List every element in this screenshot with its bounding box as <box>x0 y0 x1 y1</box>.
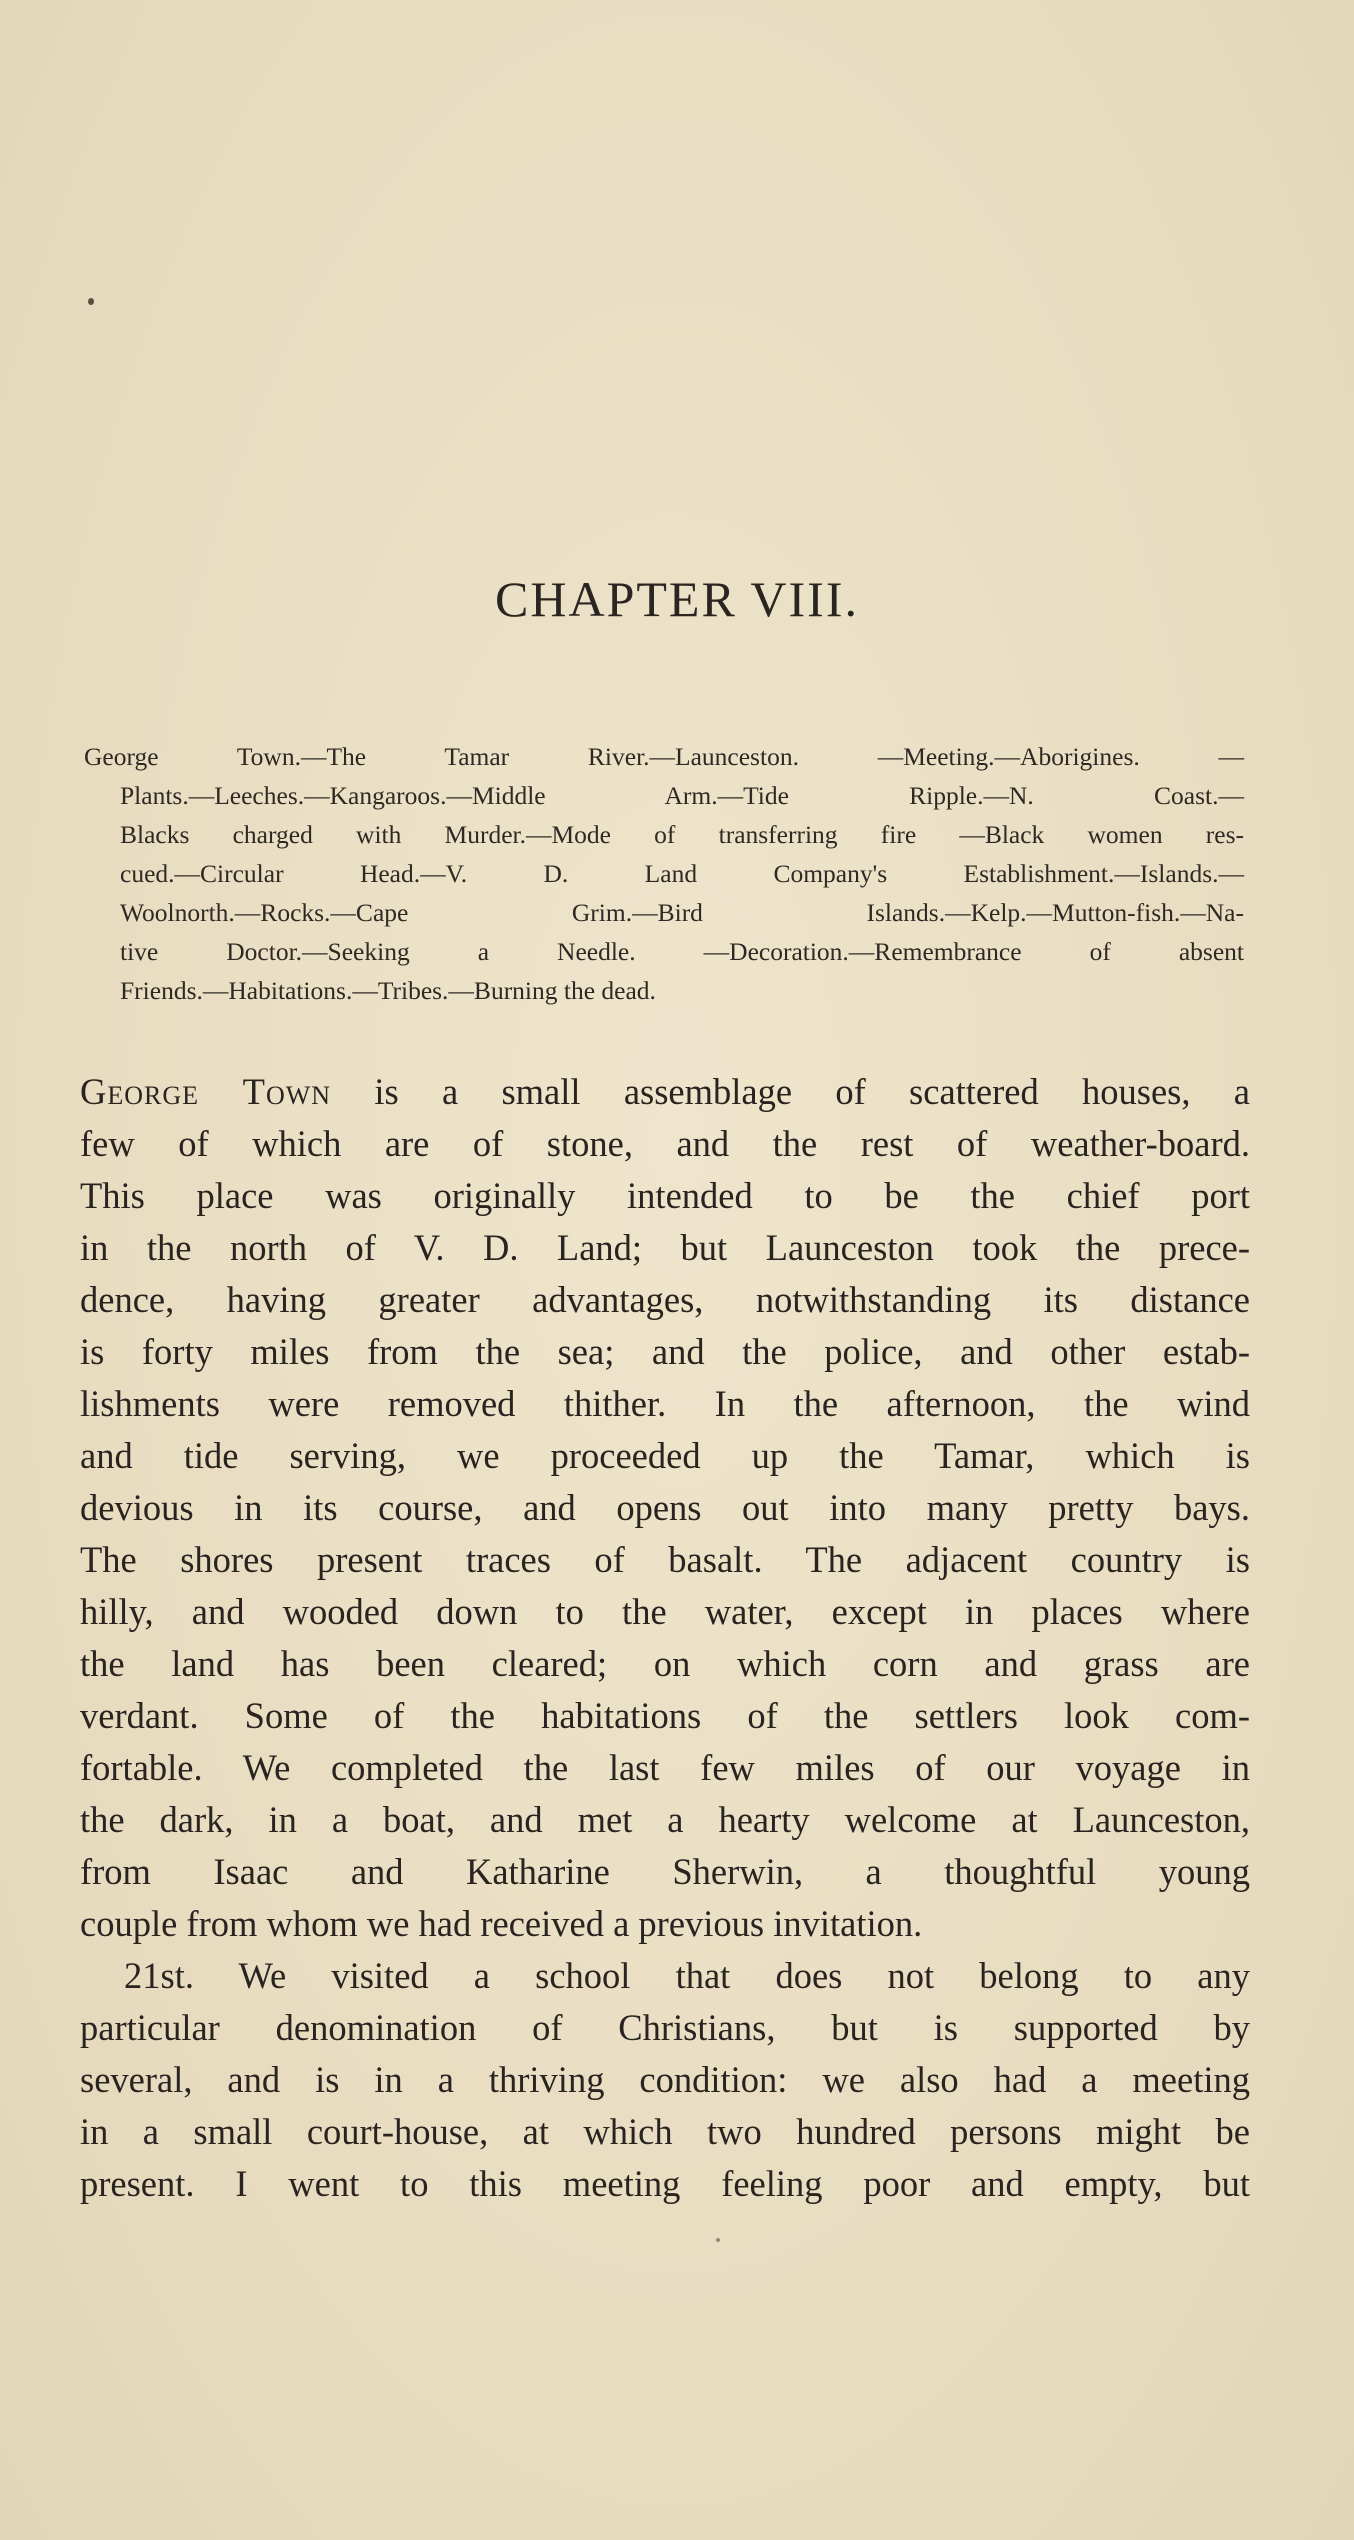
body-line: fortable. We completed the last few miles of our voyage in <box>80 1747 1250 1788</box>
summary-line: Friends.—Habitations.—Tribes.—Burning the dead. <box>120 976 656 1005</box>
ink-speck <box>88 298 94 305</box>
body-line: devious in its course, and opens out into many pretty bays. <box>80 1487 1250 1528</box>
body-line: and tide serving, we proceeded up the Tamar, which is <box>80 1435 1250 1476</box>
body-line: several, and is in a thriving condition: we also had a meeting <box>80 2059 1250 2100</box>
body-line: lishments were removed thither. In the afternoon, the wind <box>80 1383 1250 1424</box>
summary-line: George Town.—The Tamar River.—Launceston. —Meeting.—Aborigines. — <box>84 742 1244 771</box>
body-line: verdant. Some of the habitations of the settlers look com- <box>80 1695 1250 1736</box>
summary-line: tive Doctor.—Seeking a Needle. —Decoration.—Remembrance of absent <box>120 937 1244 966</box>
summary-line: Blacks charged with Murder.—Mode of transferring fire —Black women res- <box>120 820 1244 849</box>
chapter-title: CHAPTER VIII. <box>495 571 859 627</box>
body-line: couple from whom we had received a previous invitation. <box>80 1903 923 1944</box>
body-line <box>80 1066 1250 1118</box>
body-line: is forty miles from the sea; and the police, and other estab- <box>80 1331 1250 1372</box>
body-line: the land has been cleared; on which corn and grass are <box>80 1643 1250 1684</box>
summary-line: Woolnorth.—Rocks.—Cape Grim.—Bird Islands.—Kelp.—Mutton-fish.—Na- <box>120 898 1244 927</box>
chapter-summary <box>84 737 1244 1010</box>
body-line: This place was originally intended to be the chief port <box>80 1175 1250 1216</box>
body-line: hilly, and wooded down to the water, except in places where <box>80 1591 1250 1632</box>
ink-speck <box>716 2238 720 2242</box>
body-line: in a small court-house, at which two hundred persons might be <box>80 2111 1250 2152</box>
body-line: the dark, in a boat, and met a hearty welcome at Launceston, <box>80 1799 1250 1840</box>
body-line: dence, having greater advantages, notwithstanding its distance <box>80 1279 1250 1320</box>
body-line: few of which are of stone, and the rest of weather-board. <box>80 1123 1250 1164</box>
summary-line: cued.—Circular Head.—V. D. Land Company's Establishment.—Islands.— <box>120 859 1244 888</box>
body-line: present. I went to this meeting feeling poor and empty, but <box>80 2163 1250 2204</box>
body-line: The shores present traces of basalt. The adjacent country is <box>80 1539 1250 1580</box>
body-line: in the north of V. D. Land; but Launceston took the prece- <box>80 1227 1250 1268</box>
opening-small-caps: George Town <box>80 1071 332 1112</box>
summary-line: Plants.—Leeches.—Kangaroos.—Middle Arm.—Tide Ripple.—N. Coast.— <box>120 781 1244 810</box>
opening-rest: is a small assemblage of scattered houses, a <box>331 1071 1250 1112</box>
body-line: particular denomination of Christians, but is supported by <box>80 2007 1250 2048</box>
body-text <box>80 1066 1250 2210</box>
body-line: 21st. We visited a school that does not belong to any <box>124 1955 1250 1996</box>
body-line: from Isaac and Katharine Sherwin, a thoughtful young <box>80 1851 1250 1892</box>
